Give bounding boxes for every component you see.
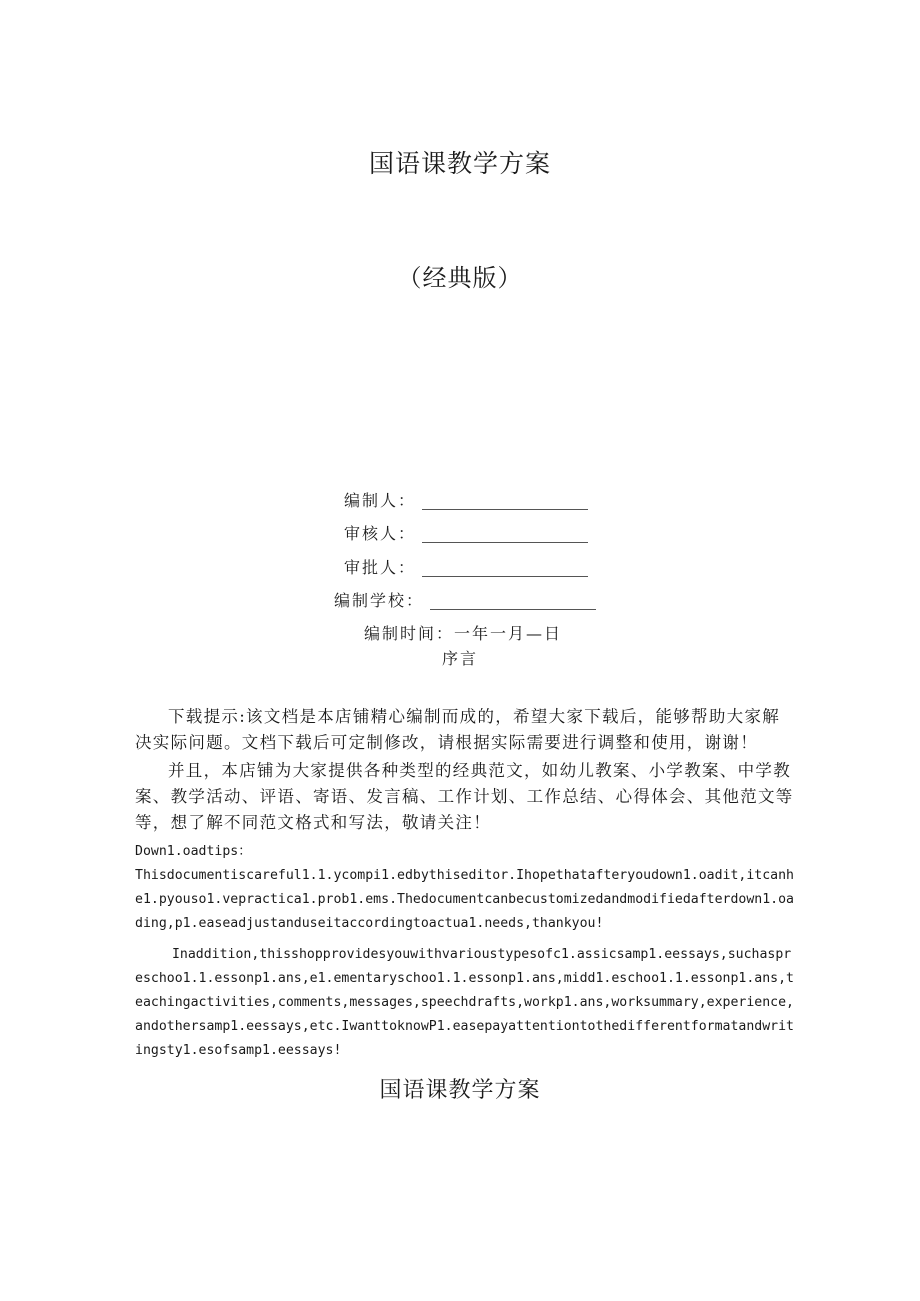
preface-heading: 序言 [441,649,478,668]
editor-field [344,488,588,511]
reviewer-blank-line [422,541,588,543]
reviewer-field [344,521,588,544]
compile-time: 编制时间：一年一月—日 [364,624,563,643]
approver-label: 审批人： [344,558,417,577]
tips-label: Down1.oadtips： [135,844,252,859]
school-blank-line [430,608,596,610]
edition-label: （经典版） [397,264,523,292]
shop-info-paragraph: 并且，本店铺为大家提供各种类型的经典范文，如幼儿教案、小学教案、中学教案、教学活动、评语、寄语、发言稿、工作计划、工作总结、心得体会、其他范文等等，想了解不同范文格式和写法，敬请关注！ [135,761,794,832]
download-tip-paragraph: 下载提示:该文档是本店铺精心编制而成的，希望大家下载后，能够帮助大家解决实际问题。文档下载后可定制修改，请根据实际需要进行调整和使用，谢谢！ [135,707,781,752]
tips-body: Thisdocumentiscareful1.1.ycompi1.edbythiseditor.Ihopethatafteryoudown1.oadit,itcanhe1.pyouso1.vepractica1.prob1.ems.Thedocumentcanbecustomizedandmodifiedafterdown1.oading,p1.easeadjustanduseitaccordingtoactua1.needs,thankyou! [135,868,794,931]
school-field [334,588,596,611]
editor-blank-line [422,508,588,510]
document-title: 国语课教学方案 [368,149,551,178]
addition-paragraph: Inaddition,thisshopprovidesyouwithvarioustypesofc1.assicsamp1.eessays,suchaspreschoo1.1.essonp1.ans,e1.ementaryschoo1.1.essonp1.ans,midd1.eschoo1.1.essonp1.ans,teachingactivities,comments,messages,speechdrafts,workp1.ans,worksummary,experience,andothersamp1.eessays,etc.IwanttoknowP1.easepayattentiontothedifferentformatandwritingsty1.esofsamp1.eessays! [135,947,794,1058]
editor-label: 编制人： [344,491,417,510]
reviewer-label: 审核人： [344,524,417,543]
approver-field [344,555,588,578]
approver-blank-line [422,575,588,577]
section-title: 国语课教学方案 [379,1078,541,1103]
school-label: 编制学校： [334,591,425,610]
